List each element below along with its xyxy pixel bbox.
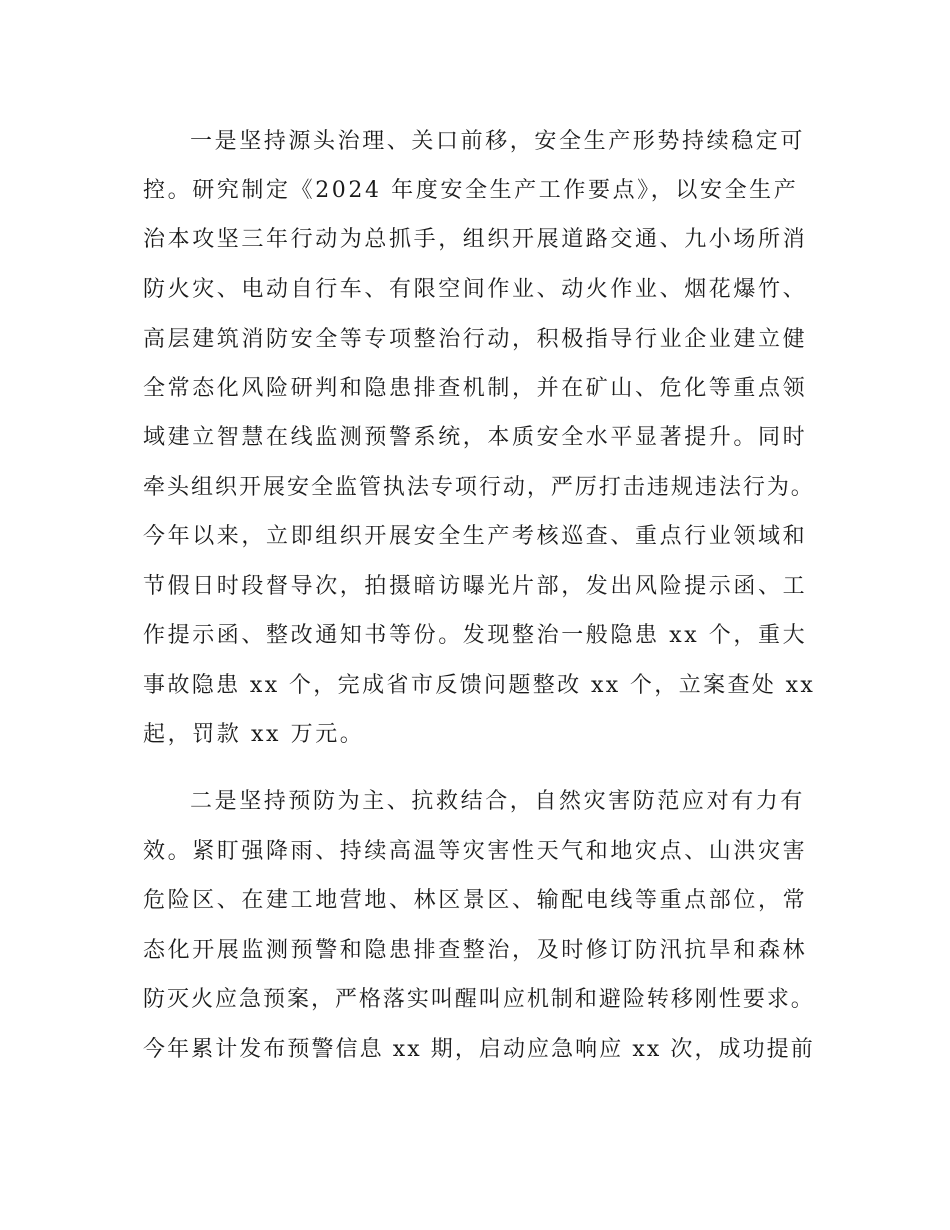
paragraph-line: 作提示函、整改通知书等份。发现整治一般隐患 xx 个，重大	[143, 623, 808, 648]
paragraph-line: 态化开展监测预警和隐患排查整治，及时修订防汛抗旱和森林	[143, 938, 808, 963]
paragraph-line: 危险区、在建工地营地、林区景区、输配电线等重点部位，常	[143, 888, 808, 913]
paragraph-line: 起，罚款 xx 万元。	[143, 722, 365, 747]
paragraph-line: 今年以来，立即组织开展安全生产考核巡查、重点行业领域和	[143, 524, 808, 549]
paragraph-line: 控。研究制定《2024 年度安全生产工作要点》，以安全生产	[143, 178, 799, 203]
paragraph-line: 效。紧盯强降雨、持续高温等灾害性天气和地灾点、山洪灾害	[143, 839, 808, 864]
paragraph-line: 二是坚持预防为主、抗救结合，自然灾害防范应对有力有	[190, 789, 806, 814]
paragraph-line: 节假日时段督导次，拍摄暗访曝光片部，发出风险提示函、工	[143, 574, 808, 599]
paragraph-line: 防火灾、电动自行车、有限空间作业、动火作业、烟花爆竹、	[143, 277, 808, 302]
paragraph-line: 防灭火应急预案，严格落实叫醒叫应机制和避险转移刚性要求。	[143, 987, 815, 1012]
paragraph-line: 高层建筑消防安全等专项整治行动，积极指导行业企业建立健	[143, 327, 808, 352]
paragraph-line: 事故隐患 xx 个，完成省市反馈问题整改 xx 个，立案查处 xx	[143, 673, 816, 698]
paragraph-line: 牵头组织开展安全监管执法专项行动，严厉打击违规违法行为。	[143, 475, 815, 500]
paragraph-line: 治本攻坚三年行动为总抓手，组织开展道路交通、九小场所消	[143, 227, 808, 252]
paragraph-line: 今年累计发布预警信息 xx 期，启动应急响应 xx 次，成功提前	[143, 1037, 815, 1062]
paragraph-line: 域建立智慧在线监测预警系统，本质安全水平显著提升。同时	[143, 425, 808, 450]
paragraph-line: 全常态化风险研判和隐患排查机制，并在矿山、危化等重点领	[143, 376, 808, 401]
paragraph-line: 一是坚持源头治理、关口前移，安全生产形势持续稳定可	[190, 129, 806, 154]
